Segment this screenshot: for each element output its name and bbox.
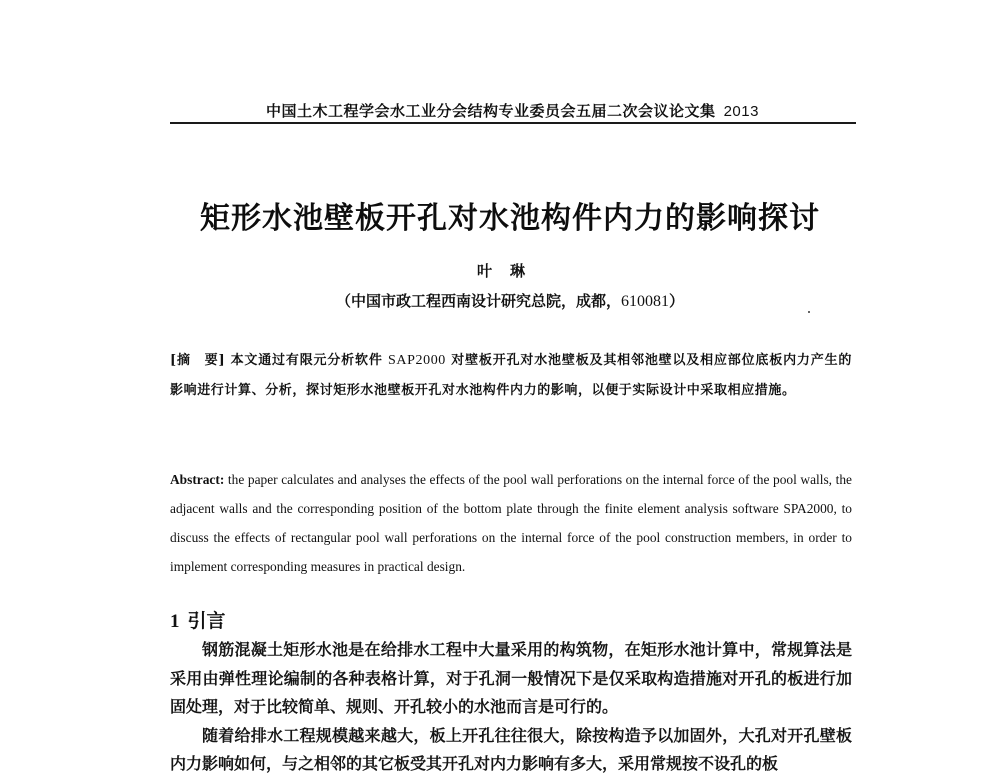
chinese-abstract-text-2: 对壁板开孔对水池壁板及其相邻池壁以及相应部位底板内力产生的影响进行计算、分析，探讨矩形水池壁板开孔对水池构件内力的影响，以便于实际设计中采取相应措施。 [170,353,852,398]
paragraph: 钢筋混凝土矩形水池是在给排水工程中大量采用的构筑物，在矩形水池计算中，常规算法是采用由弹性理论编制的各种表格计算，对于孔洞一般情况下是仅采取构造措施对开孔的板进行加固处理，对于比较简单、规则、开孔较小的水池而言是可行的。 [170,640,852,717]
section-title: 引言 [187,610,226,632]
chinese-abstract [170,346,852,406]
author-affiliation [100,290,920,311]
affiliation-text: （中国市政工程西南设计研究总院，成都， [335,292,621,310]
chinese-abstract-label: [摘 要] [170,353,226,368]
affiliation-postcode: 610081 [621,293,669,310]
english-abstract-label: Abstract: [170,472,225,487]
paper-author: 叶琳 [476,262,543,280]
running-header-year: 2013 [723,103,759,120]
english-abstract [170,465,852,581]
paper-title: 矩形水池壁板开孔对水池构件内力的影响探讨 [200,201,820,236]
section-heading-introduction [170,606,226,633]
running-header-title: 中国土木工程学会水工业分会结构专业委员会五届二次会议论文集 [266,102,716,120]
section-number: 1 [170,611,180,632]
scan-speck [808,311,810,313]
affiliation-close: ） [669,292,685,310]
chinese-abstract-software: SAP2000 [388,353,446,368]
introduction-body [170,636,852,779]
paragraph: 随着给排水工程规模越来越大，板上开孔往往很大，除按构造予以加固外，大孔对开孔壁板内力影响如何，与之相邻的其它板受其开孔对内力影响有多大，采用常规按不设孔的板 [170,725,852,774]
english-abstract-text: the paper calculates and analyses the effects of the pool wall perforations on the internal force of the pool walls, the adjacent walls and the corresponding position of the bottom plate through the finite element analysis software SPA2000, to discuss the effects of rectangular pool wall perforations on the internal force of the pool construction members, in order to implement corresponding measures in practical design. [170,472,852,574]
chinese-abstract-text-1: 本文通过有限元分析软件 [225,353,389,368]
header-rule [170,122,856,124]
running-header [170,100,855,121]
